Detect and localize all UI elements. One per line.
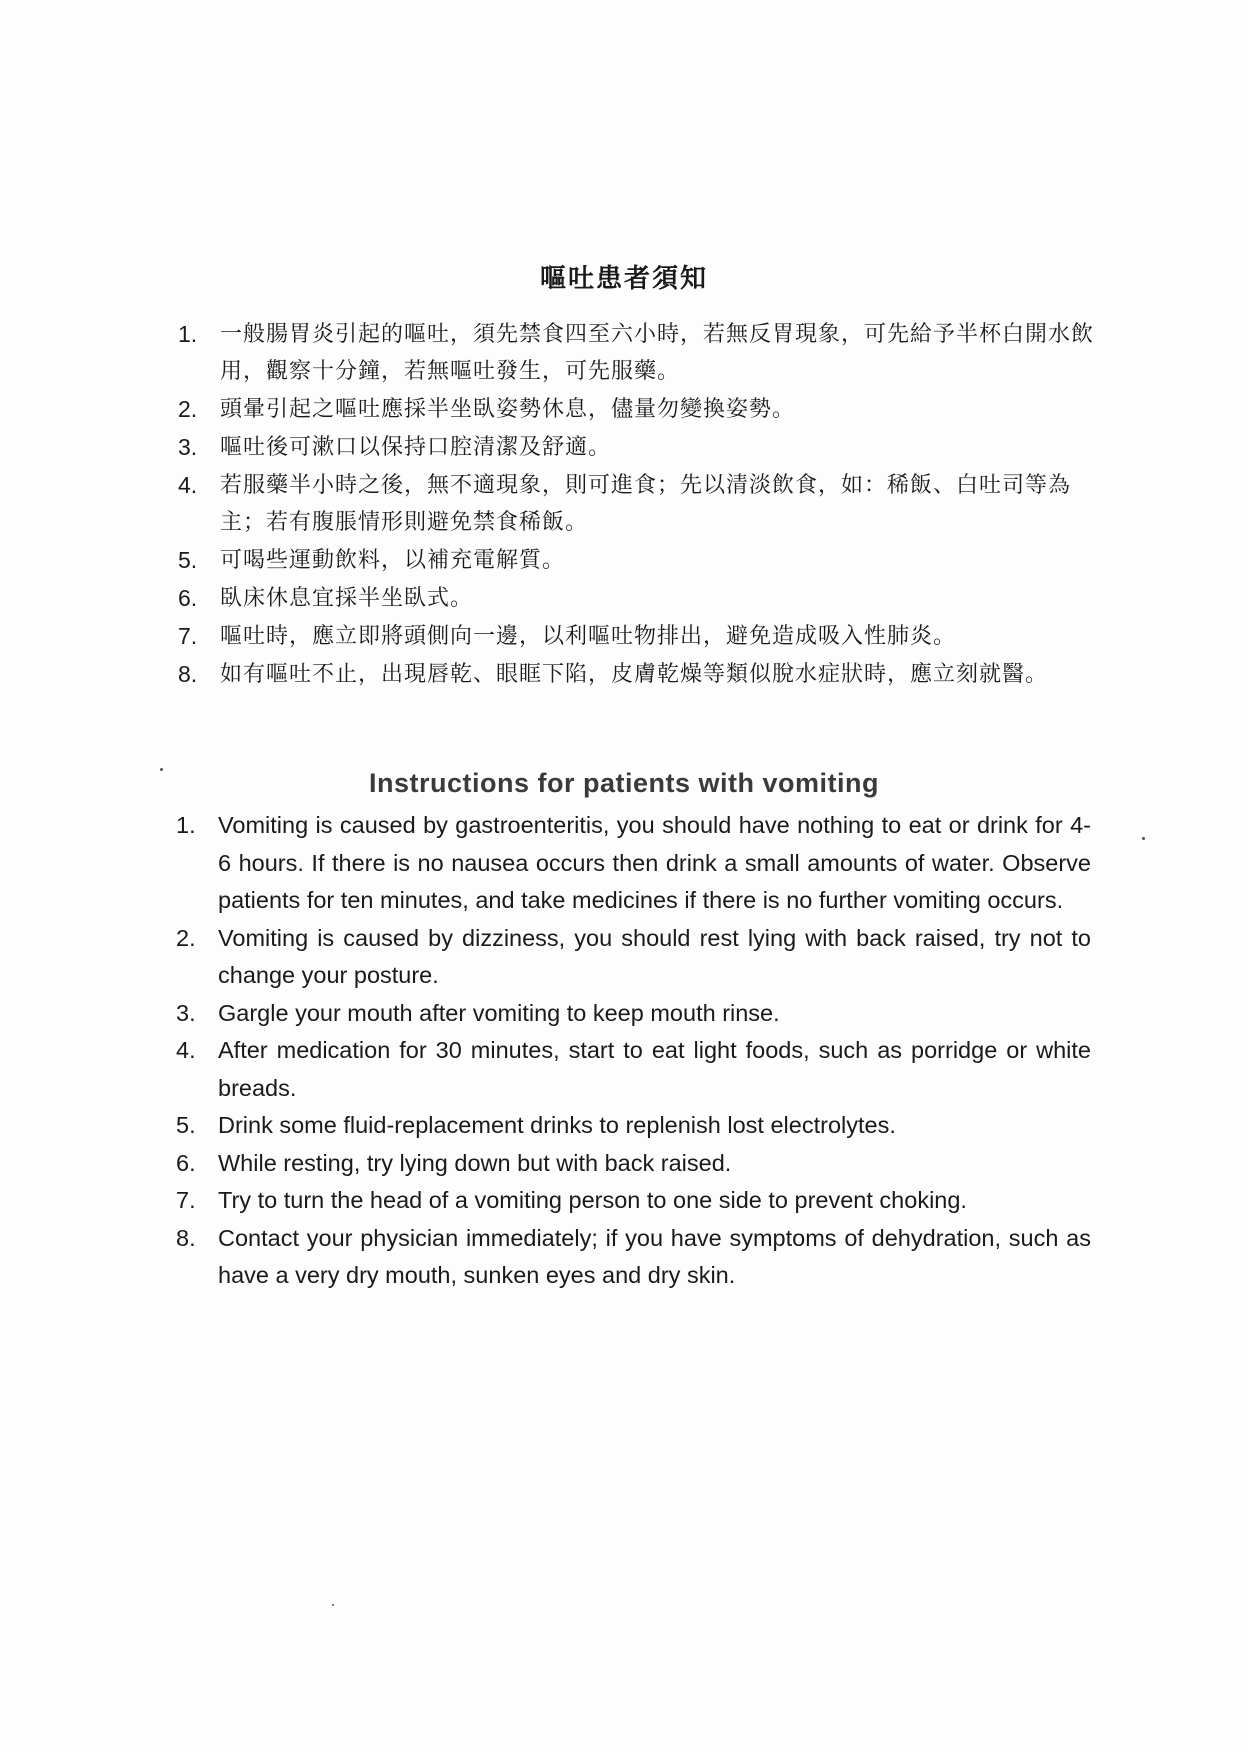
- list-item: [176, 1107, 1091, 1145]
- list-item: [178, 580, 1108, 617]
- english-title: Instructions for patients with vomiting: [368, 768, 879, 798]
- item-text: After medication for 30 minutes, start to eat light foods, such as porridge or white breads.: [218, 1037, 1091, 1101]
- item-number: 7.: [176, 1187, 196, 1213]
- item-number: 2.: [176, 924, 196, 951]
- list-item: [178, 316, 1108, 390]
- item-number: 3.: [178, 434, 198, 460]
- item-text: 可喝些運動飲料，以補充電解質。: [220, 548, 566, 573]
- item-number: 6.: [178, 585, 198, 611]
- scan-speck: [332, 1604, 334, 1606]
- item-number: 8.: [176, 1224, 196, 1251]
- item-text: Drink some fluid-replacement drinks to replenish lost electrolytes.: [218, 1112, 896, 1138]
- item-text: Vomiting is caused by dizziness, you should rest lying with back raised, try not to change your posture.: [218, 924, 1091, 988]
- item-number: 1.: [178, 321, 198, 347]
- item-number: 2.: [178, 396, 198, 422]
- scan-speck: [160, 768, 163, 771]
- chinese-instructions-list: [178, 316, 1108, 694]
- item-text: Contact your physician immediately; if you have symptoms of dehydration, such as have a very dry mouth, sunken eyes and dry skin.: [218, 1224, 1091, 1288]
- item-number: 4.: [178, 472, 198, 498]
- item-text: 如有嘔吐不止，出現唇乾、眼眶下陷，皮膚乾燥等類似脫水症狀時，應立刻就醫。: [220, 662, 1049, 687]
- list-item: [176, 1032, 1091, 1107]
- list-item: [176, 1145, 1091, 1183]
- item-text: Vomiting is caused by gastroenteritis, you should have nothing to eat or drink for 4-6 hours. If there is no nausea occurs then drink a small amounts of water. Observe patients for ten minutes, and take medicines if there is no further vomiting occurs.: [218, 812, 1091, 913]
- english-instructions-list: [176, 807, 1091, 1295]
- list-item: [178, 542, 1108, 579]
- item-text: 嘔吐後可漱口以保持口腔清潔及舒適。: [220, 435, 612, 460]
- item-number: 5.: [178, 547, 198, 573]
- list-item: [178, 656, 1108, 693]
- item-text: 若服藥半小時之後，無不適現象，則可進食；先以清淡飲食，如：稀飯、白吐司等為主；若有腹脹情形則避免禁食稀飯。: [220, 473, 1072, 535]
- chinese-title: 嘔吐患者須知: [539, 264, 708, 294]
- item-text: 臥床休息宜採半坐臥式。: [220, 586, 474, 611]
- item-text: 一般腸胃炎引起的嘔吐，須先禁食四至六小時，若無反胃現象，可先給予半杯白開水飲用，觀察十分鐘，若無嘔吐發生，可先服藥。: [220, 322, 1095, 384]
- list-item: [176, 1182, 1091, 1220]
- scan-speck: [1142, 837, 1145, 840]
- list-item: [178, 467, 1108, 541]
- item-number: 1.: [176, 812, 196, 838]
- item-number: 8.: [178, 661, 198, 687]
- list-item: [176, 1220, 1091, 1295]
- list-item: [176, 995, 1091, 1033]
- list-item: [176, 807, 1091, 920]
- item-text: 頭暈引起之嘔吐應採半坐臥姿勢休息，儘量勿變換姿勢。: [220, 397, 796, 422]
- item-text: 嘔吐時，應立即將頭側向一邊，以利嘔吐物排出，避免造成吸入性肺炎。: [220, 624, 957, 649]
- item-number: 3.: [176, 999, 196, 1026]
- item-text: While resting, try lying down but with back raised.: [218, 1149, 732, 1176]
- item-number: 7.: [178, 623, 198, 649]
- list-item: [176, 920, 1091, 995]
- item-number: 6.: [176, 1149, 196, 1176]
- list-item: [178, 391, 1108, 428]
- list-item: [178, 618, 1108, 655]
- item-number: 5.: [176, 1112, 196, 1138]
- item-text: Gargle your mouth after vomiting to keep mouth rinse.: [218, 999, 780, 1026]
- item-text: Try to turn the head of a vomiting person to one side to prevent choking.: [218, 1187, 967, 1213]
- item-number: 4.: [176, 1037, 196, 1063]
- list-item: [178, 429, 1108, 466]
